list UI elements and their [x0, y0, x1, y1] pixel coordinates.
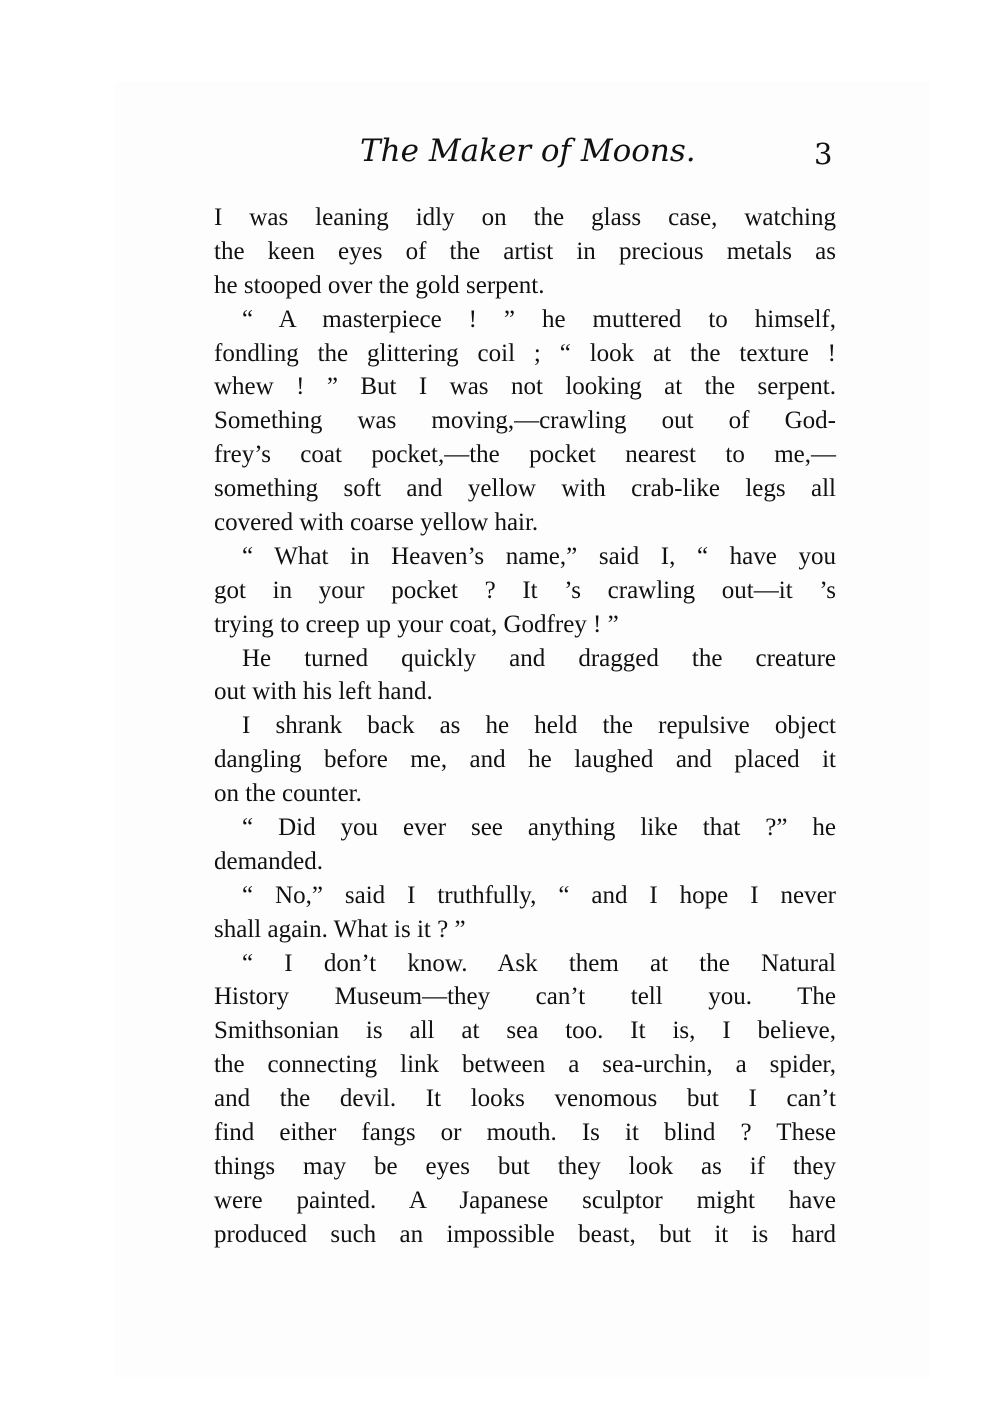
- page-number: 3: [814, 137, 833, 171]
- text-line: find either fangs or mouth. Is it blind ? These: [214, 1119, 836, 1147]
- text-line: History Museum—they can’t tell you. The: [214, 983, 836, 1011]
- page-header: [0, 133, 1000, 183]
- text-line: on the counter.: [214, 780, 362, 808]
- text-line: were painted. A Japanese sculptor might have: [214, 1186, 836, 1214]
- text-line: he stooped over the gold serpent.: [214, 271, 545, 299]
- text-line: shall again. What is it ? ”: [214, 915, 466, 943]
- running-title: The Maker of Moons.: [360, 133, 696, 169]
- text-line: frey’s coat pocket,—the pocket nearest to me,—: [214, 441, 836, 469]
- text-line: “ What in Heaven’s name,” said I, “ have you: [242, 542, 836, 570]
- body-text: [214, 201, 836, 1252]
- text-line: I shrank back as he held the repulsive object: [242, 712, 836, 740]
- text-line: got in your pocket ? It ’s crawling out—it ’s: [214, 576, 836, 604]
- text-line: and the devil. It looks venomous but I can’t: [214, 1085, 836, 1113]
- text-line: trying to creep up your coat, Godfrey ! ”: [214, 610, 619, 638]
- text-line: the keen eyes of the artist in precious metals as: [214, 237, 836, 265]
- text-line: He turned quickly and dragged the creature: [242, 644, 836, 672]
- text-line: covered with coarse yellow hair.: [214, 509, 539, 537]
- text-line: Smithsonian is all at sea too. It is, I believe,: [214, 1017, 836, 1045]
- text-line: Something was moving,—crawling out of God-: [214, 407, 836, 435]
- text-line: “ Did you ever see anything like that ?” he: [242, 814, 836, 842]
- text-line: whew ! ” But I was not looking at the serpent.: [214, 373, 836, 401]
- text-line: “ No,” said I truthfully, “ and I hope I never: [242, 881, 836, 909]
- text-line: something soft and yellow with crab-like legs all: [214, 475, 836, 503]
- text-line: out with his left hand.: [214, 678, 433, 706]
- text-line: things may be eyes but they look as if they: [214, 1152, 836, 1180]
- text-line: “ I don’t know. Ask them at the Natural: [242, 949, 836, 977]
- text-line: produced such an impossible beast, but it is hard: [214, 1220, 836, 1248]
- text-line: the connecting link between a sea-urchin, a spider,: [214, 1051, 836, 1079]
- text-line: fondling the glittering coil ; “ look at the texture !: [214, 339, 836, 367]
- text-line: demanded.: [214, 847, 323, 875]
- text-line: “ A masterpiece ! ” he muttered to himself,: [242, 305, 836, 333]
- text-line: dangling before me, and he laughed and placed it: [214, 746, 836, 774]
- text-line: I was leaning idly on the glass case, watching: [214, 204, 836, 231]
